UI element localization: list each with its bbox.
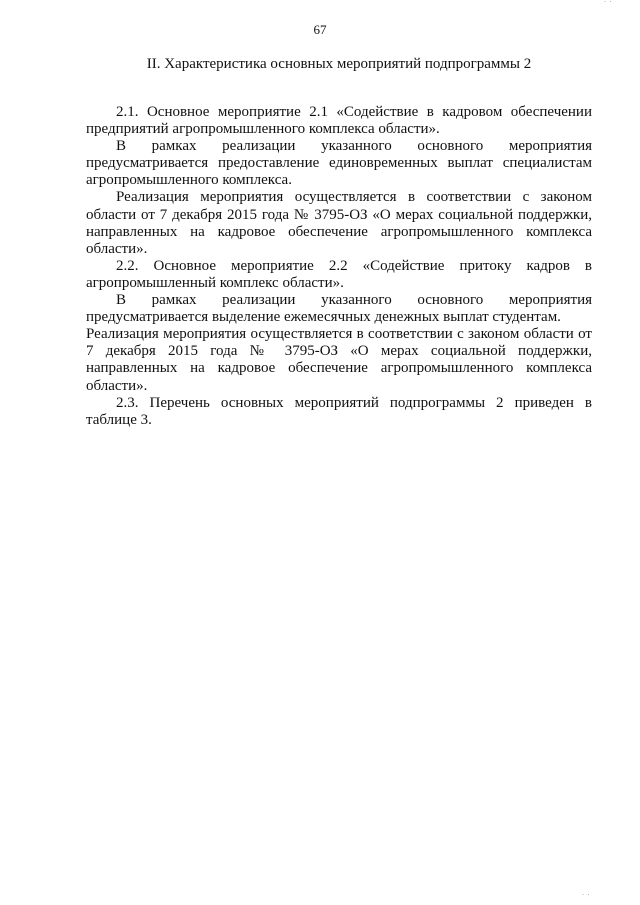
section-heading: II. Характеристика основных мероприятий подпрограммы 2	[146, 56, 532, 72]
scan-corner-mark: · ·	[581, 889, 590, 899]
paragraph-2-1-measure: В рамках реализации указанного основного мероприятия предусматривается предоставление единовременных выплат специалистам агропромышленного комплекса.	[86, 138, 592, 189]
document-body	[86, 104, 592, 429]
page-number: 67	[313, 22, 327, 37]
paragraph-2-2: 2.2. Основное мероприятие 2.2 «Содействие притоку кадров в агропромышленный комплекс области».	[86, 257, 592, 291]
scan-corner-mark: · ·	[603, 0, 612, 6]
paragraph-2-1: 2.1. Основное мероприятие 2.1 «Содействие в кадровом обеспечении предприятий агропромышленного комплекса области».	[86, 104, 592, 138]
paragraph-2-3: 2.3. Перечень основных мероприятий подпрограммы 2 приведен в таблице 3.	[86, 394, 592, 428]
paragraph-2-2-legal-basis: Реализация мероприятия осуществляется в соответствии с законом области от 7 декабря 2015 года № 3795-ОЗ «О мерах социальной поддержки, направленных на кадровое обеспечение агропромышленного комплекса области».	[86, 326, 592, 394]
paragraph-2-2-measure: В рамках реализации указанного основного мероприятия предусматривается выделение ежемесячных денежных выплат студентам.	[86, 292, 592, 326]
paragraph-2-1-legal-basis: Реализация мероприятия осуществляется в соответствии с законом области от 7 декабря 2015 года № 3795-ОЗ «О мерах социальной поддержки, направленных на кадровое обеспечение агропромышленного комплекса области».	[86, 189, 592, 257]
